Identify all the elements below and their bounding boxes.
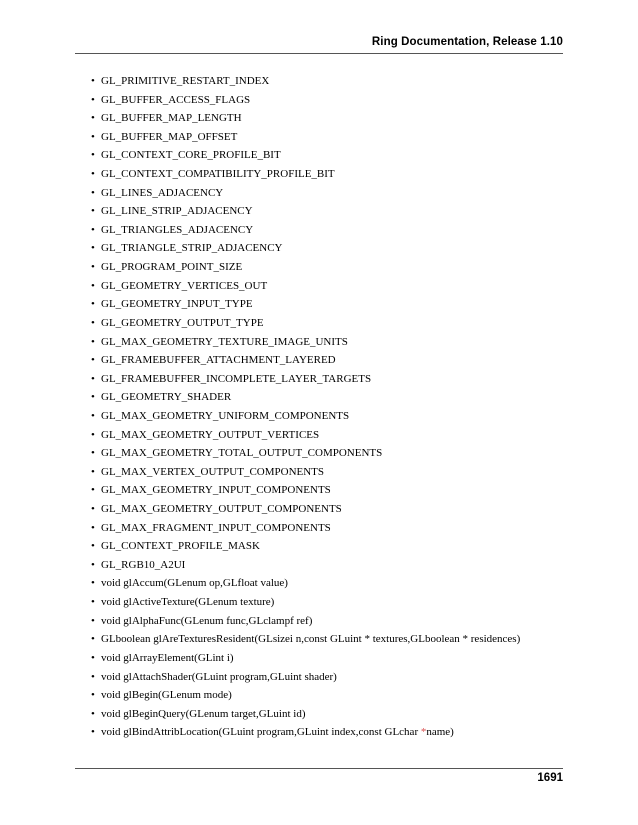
- bullet-icon: •: [91, 372, 95, 385]
- bullet-icon: •: [91, 391, 95, 404]
- bullet-icon: •: [91, 633, 95, 646]
- list-item: [91, 333, 520, 352]
- bullet-icon: •: [91, 503, 95, 516]
- list-item: [91, 574, 520, 593]
- list-item-text: GLboolean glAreTexturesResident(GLsizei n,const GLuint * textures,GLboolean * residences): [101, 633, 521, 646]
- list-item: [91, 426, 520, 445]
- list-item-text: GL_PROGRAM_POINT_SIZE: [101, 261, 243, 274]
- list-item-text: GL_LINES_ADJACENCY: [101, 186, 224, 199]
- list-item: [91, 668, 520, 687]
- bullet-icon: •: [91, 428, 95, 441]
- list-item-text: GL_CONTEXT_COMPATIBILITY_PROFILE_BIT: [101, 168, 335, 181]
- bullet-icon: •: [91, 726, 95, 739]
- list-item-text: void glActiveTexture(GLenum texture): [101, 596, 275, 609]
- list-item-text: GL_BUFFER_MAP_LENGTH: [101, 112, 242, 125]
- list-item-text: GL_LINE_STRIP_ADJACENCY: [101, 205, 253, 218]
- bullet-icon: •: [91, 540, 95, 553]
- list-item-text: GL_MAX_GEOMETRY_TEXTURE_IMAGE_UNITS: [101, 335, 348, 348]
- list-item-text: GL_GEOMETRY_SHADER: [101, 391, 232, 404]
- list-item-text: GL_GEOMETRY_OUTPUT_TYPE: [101, 316, 264, 329]
- list-item-text: GL_MAX_FRAGMENT_INPUT_COMPONENTS: [101, 521, 331, 534]
- bullet-icon: •: [91, 279, 95, 292]
- pointer-star: *: [420, 726, 427, 739]
- list-item: [91, 184, 520, 203]
- list-item-text: GL_FRAMEBUFFER_ATTACHMENT_LAYERED: [101, 354, 336, 367]
- list-item-text: void glAlphaFunc(GLenum func,GLclampf ref): [101, 614, 313, 627]
- list-item-text: GL_MAX_GEOMETRY_INPUT_COMPONENTS: [101, 484, 331, 497]
- bullet-icon: •: [91, 354, 95, 367]
- list-item: [91, 146, 520, 165]
- bullet-icon: •: [91, 75, 95, 87]
- list-item-text: GL_TRIANGLE_STRIP_ADJACENCY: [101, 242, 283, 255]
- list-item: [91, 630, 520, 649]
- list-item-text: GL_MAX_VERTEX_OUTPUT_COMPONENTS: [101, 465, 325, 478]
- list-item: [91, 202, 520, 221]
- list-item: [91, 295, 520, 314]
- bullet-icon: •: [91, 168, 95, 181]
- list-item-text: GL_MAX_GEOMETRY_OUTPUT_COMPONENTS: [101, 503, 342, 516]
- list-item-text: GL_GEOMETRY_VERTICES_OUT: [101, 279, 268, 292]
- bullet-icon: •: [91, 670, 95, 683]
- list-item: [91, 370, 520, 389]
- bullet-icon: •: [91, 186, 95, 199]
- list-item-text: GL_TRIANGLES_ADJACENCY: [101, 223, 254, 236]
- list-item-text: GL_PRIMITIVE_RESTART_INDEX: [101, 75, 270, 87]
- bullet-icon: •: [91, 149, 95, 162]
- list-item-text: GL_MAX_GEOMETRY_OUTPUT_VERTICES: [101, 428, 320, 441]
- list-item-text: GL_GEOMETRY_INPUT_TYPE: [101, 298, 253, 311]
- bullet-icon: •: [91, 335, 95, 348]
- list-item-text: void glArrayElement(GLint i): [101, 651, 234, 664]
- list-item-text: GL_CONTEXT_PROFILE_MASK: [101, 540, 260, 553]
- bullet-icon: •: [91, 261, 95, 274]
- list-item: [91, 239, 520, 258]
- page-number: 1691: [537, 772, 563, 784]
- footer-divider: [75, 768, 563, 769]
- list-item: [91, 91, 520, 110]
- list-item: [91, 128, 520, 147]
- list-item: [91, 277, 520, 296]
- list-item: [91, 72, 520, 91]
- bullet-icon: •: [91, 242, 95, 255]
- bullet-icon: •: [91, 130, 95, 143]
- bullet-icon: •: [91, 447, 95, 460]
- list-item: [91, 351, 520, 370]
- bullet-icon: •: [91, 577, 95, 590]
- bullet-icon: •: [91, 689, 95, 702]
- list-item-text: void glBeginQuery(GLenum target,GLuint id): [101, 707, 306, 720]
- list-item: [91, 481, 520, 500]
- list-item-text: GL_MAX_GEOMETRY_TOTAL_OUTPUT_COMPONENTS: [101, 447, 383, 460]
- bullet-icon: •: [91, 409, 95, 422]
- bullet-icon: •: [91, 484, 95, 497]
- list-item: [91, 500, 520, 519]
- list-item: [91, 221, 520, 240]
- list-item: [91, 649, 520, 668]
- bullet-icon: •: [91, 707, 95, 720]
- list-item-text: GL_BUFFER_ACCESS_FLAGS: [101, 93, 251, 106]
- list-item-text: GL_RGB10_A2UI: [101, 558, 186, 571]
- list-item-text: void glBegin(GLenum mode): [101, 689, 232, 702]
- list-item: [91, 444, 520, 463]
- list-item: [91, 705, 520, 724]
- list-item-text: GL_MAX_GEOMETRY_UNIFORM_COMPONENTS: [101, 409, 350, 422]
- bullet-icon: •: [91, 558, 95, 571]
- bullet-icon: •: [91, 596, 95, 609]
- list-item-text: GL_CONTEXT_CORE_PROFILE_BIT: [101, 149, 281, 162]
- bullet-icon: •: [91, 465, 95, 478]
- list-item: [91, 314, 520, 333]
- bullet-icon: •: [91, 651, 95, 664]
- bullet-icon: •: [91, 521, 95, 534]
- bullet-icon: •: [91, 316, 95, 329]
- bullet-icon: •: [91, 298, 95, 311]
- list-item: [91, 463, 520, 482]
- list-item-text: GL_FRAMEBUFFER_INCOMPLETE_LAYER_TARGETS: [101, 372, 372, 385]
- constant-function-list: [91, 72, 520, 742]
- list-item-text: GL_BUFFER_MAP_OFFSET: [101, 130, 238, 143]
- list-item-text: void glAttachShader(GLuint program,GLuint shader): [101, 670, 337, 683]
- list-item: [91, 593, 520, 612]
- list-item-text: void glAccum(GLenum op,GLfloat value): [101, 577, 288, 590]
- bullet-icon: •: [91, 205, 95, 218]
- list-item: [91, 407, 520, 426]
- bullet-icon: •: [91, 614, 95, 627]
- list-item: [91, 686, 520, 705]
- list-item: [91, 258, 520, 277]
- list-item: [91, 109, 520, 128]
- list-item: [91, 388, 520, 407]
- bullet-icon: •: [91, 93, 95, 106]
- list-item: [91, 519, 520, 538]
- header-divider: [75, 53, 563, 54]
- bullet-icon: •: [91, 112, 95, 125]
- list-item: [91, 556, 520, 575]
- list-item: [91, 537, 520, 556]
- running-header: Ring Documentation, Release 1.10: [371, 36, 563, 48]
- list-item: [91, 723, 520, 742]
- list-item-text: void glBindAttribLocation(GLuint program,GLuint index,const GLchar: [101, 726, 421, 739]
- list-item: [91, 612, 520, 631]
- list-item: [91, 165, 520, 184]
- list-item-text-tail: name): [426, 726, 454, 739]
- bullet-icon: •: [91, 223, 95, 236]
